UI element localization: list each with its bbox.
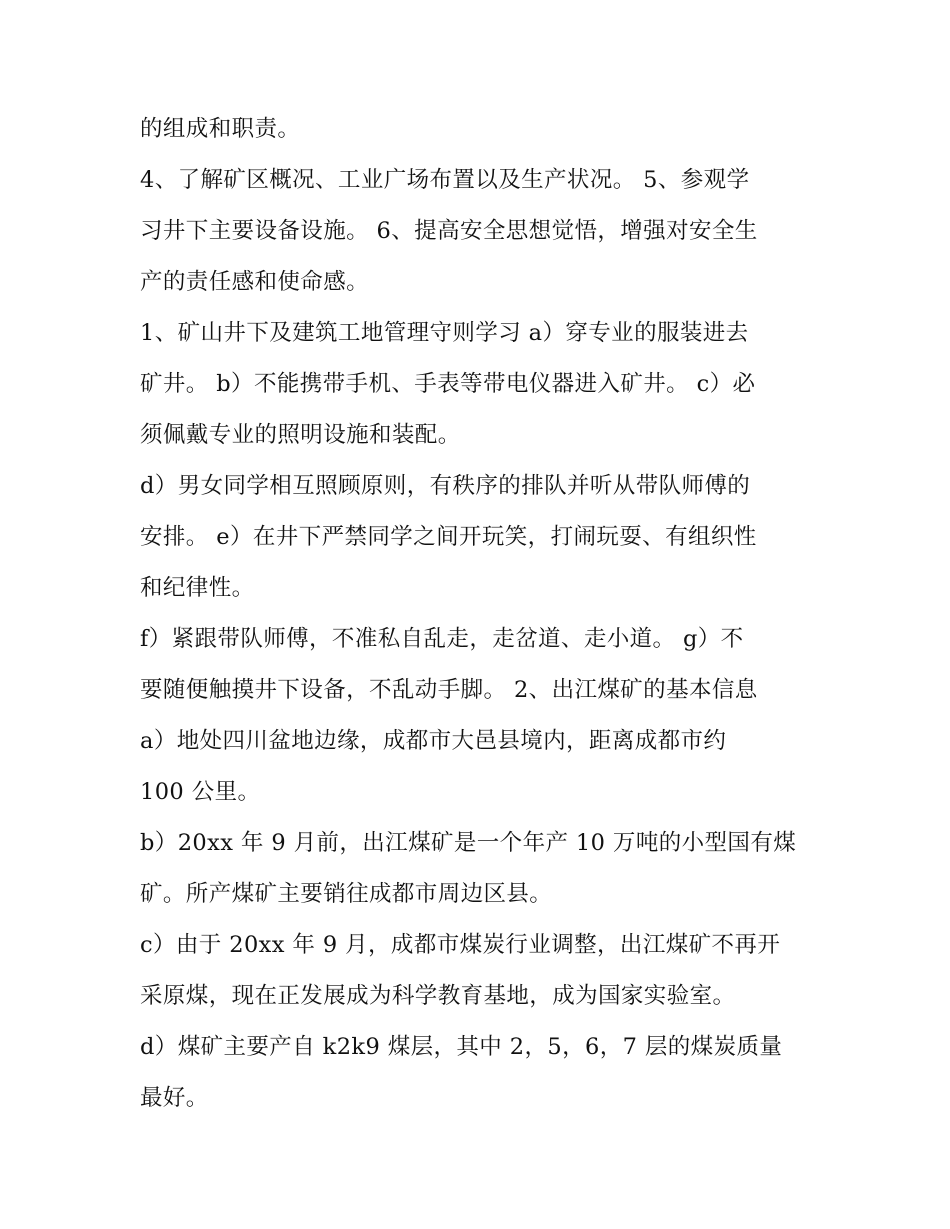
text-line-10: 和纪律性。 [140,575,255,601]
text-line-18: 采原煤，现在正发展成为科学教育基地，成为国家实验室。 [140,983,736,1009]
text-line-14: 100 公里。 [140,779,261,805]
text-line-19: d）煤矿主要产自 k2k9 煤层，其中 2，5，6，7 层的煤炭质量 [140,1034,783,1060]
text-line-13: a）地处四川盆地边缘，成都市大邑县境内，距离成都市约 [140,728,727,754]
text-line-2: 4、了解矿区概况、工业广场布置以及生产状况。 5、参观学 [140,167,750,193]
text-line-3: 习井下主要设备设施。 6、提高安全思想觉悟，增强对安全生 [140,218,758,244]
text-line-6: 矿井。 b）不能携带手机、手表等带电仪器进入矿井。 c）必 [140,371,756,397]
text-line-8: d）男女同学相互照顾原则，有秩序的排队并听从带队师傅的 [140,473,751,499]
text-line-17: c）由于 20xx 年 9 月，成都市煤炭行业调整，出江煤矿不再开 [140,932,781,958]
text-line-1: 的组成和职责。 [140,116,301,142]
text-line-12: 要随便触摸井下设备，不乱动手脚。 2、出江煤矿的基本信息 [140,677,758,703]
text-line-16: 矿。所产煤矿主要销往成都市周边区县。 [140,881,553,907]
text-line-11: f）紧跟带队师傅，不准私自乱走，走岔道、走小道。 g）不 [140,626,744,652]
text-line-4: 产的责任感和使命感。 [140,269,370,295]
text-line-5: 1、矿山井下及建筑工地管理守则学习 a）穿专业的服装进去 [140,320,749,346]
text-line-9: 安排。 e）在井下严禁同学之间开玩笑，打闹玩耍、有组织性 [140,524,757,550]
text-line-20: 最好。 [140,1085,209,1111]
text-line-7: 须佩戴专业的照明设施和装配。 [140,422,461,448]
document-body [140,104,812,1124]
text-line-15: b）20xx 年 9 月前，出江煤矿是一个年产 10 万吨的小型国有煤 [140,830,797,856]
